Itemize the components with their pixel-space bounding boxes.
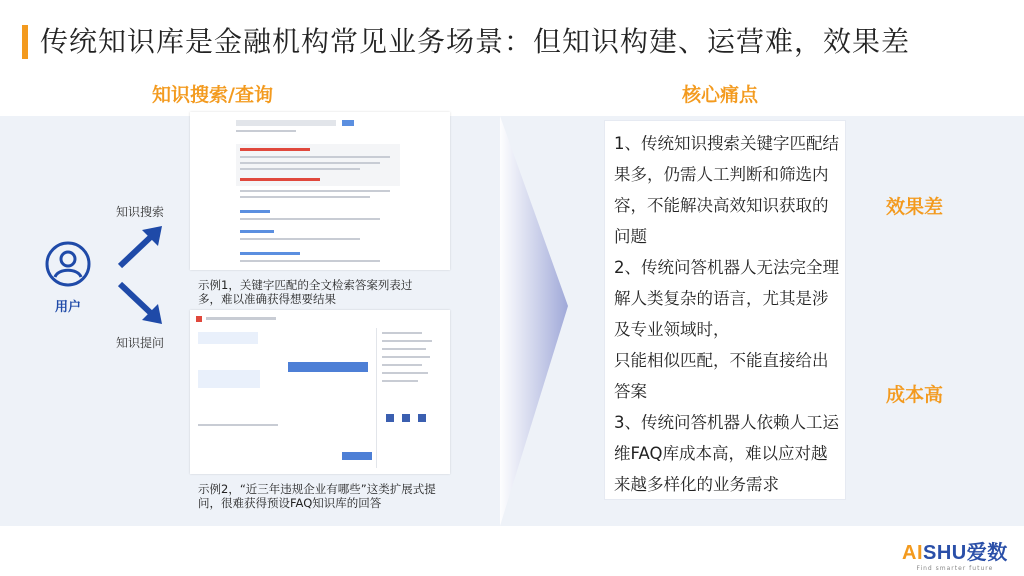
tag-poor-effect: 效果差 (886, 196, 944, 218)
logo-tagline: Find smarter future (916, 565, 994, 572)
pain-point-2-continued: 只能相似匹配，不能直接给出答案 (614, 351, 829, 401)
pain-points-list (614, 128, 842, 500)
flow-label-search: 知识搜索 (116, 205, 165, 219)
example2-chat-screenshot (190, 310, 450, 474)
arrow-up-right-icon (112, 222, 168, 272)
funnel-shape (500, 116, 604, 526)
page-title: 传统知识库是金融机构常见业务场景：但知识构建、运营难，效果差 (40, 25, 911, 58)
tag-high-cost: 成本高 (886, 384, 944, 406)
arrow-down-right-icon (112, 278, 168, 328)
section-title-pain-points: 核心痛点 (682, 84, 759, 106)
user-icon (44, 240, 92, 288)
user-block (40, 240, 96, 315)
flow-label-qa: 知识提问 (116, 336, 165, 350)
pain-point-2: 2、传统问答机器人无法完全理解人类复杂的语言，尤其是涉及专业领域时， (614, 258, 839, 339)
aishu-logo (902, 536, 1008, 572)
example2-caption: 示例2，“近三年违规企业有哪些”这类扩展式提问，很难获得预设FAQ知识库的回答 (198, 482, 436, 510)
example1-caption: 示例1，关键字匹配的全文检索答案列表过多，难以准确获得想要结果 (198, 278, 413, 306)
pain-point-1: 1、传统知识搜索关键字匹配结果多，仍需人工判断和筛选内容，不能解决高效知识获取的问题 (614, 134, 839, 246)
section-title-knowledge-search: 知识搜索/查询 (152, 84, 273, 106)
logo-wordmark: AISHU爱数 (902, 542, 1008, 564)
user-label: 用户 (54, 300, 81, 315)
title-accent-bar (22, 25, 28, 59)
example1-search-screenshot (190, 112, 450, 270)
pain-point-3: 3、传统问答机器人依赖人工运维FAQ库成本高，难以应对越来越多样化的业务需求 (614, 413, 839, 494)
